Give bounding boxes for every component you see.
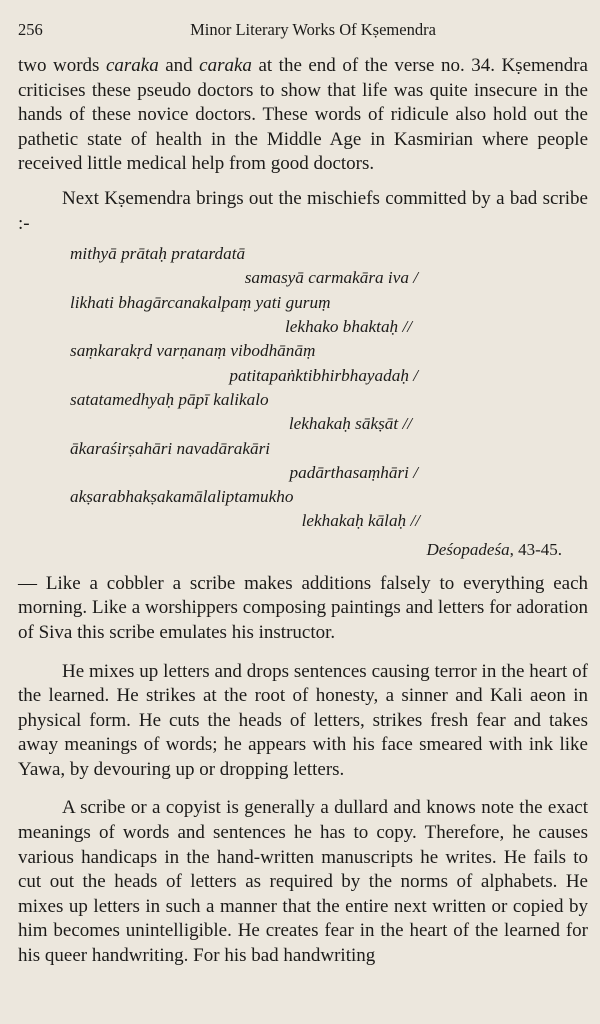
verse-line: patitapaṅktibhirbhayadaḥ / bbox=[229, 365, 418, 385]
page-header bbox=[18, 0, 588, 54]
verse-line: samasyā carmakāra iva / bbox=[244, 268, 418, 288]
opening-paragraph: two words caraka and caraka at the end of the verse no. 34. Kṣemendra criticises these pseudo doctors to show that life was quite insecure in the hands of these novice doctors. These words of ridicule also hold out the pathetic state of health in the Middle Age in Kasmirian where people received little medical help from good doctors. bbox=[18, 55, 588, 175]
verse-line: ākaraśirṣahāri navadārakāri bbox=[70, 438, 271, 458]
running-title: Minor Literary Works Of Kṣemendra bbox=[190, 20, 436, 39]
page-number: 256 bbox=[18, 20, 43, 39]
sanskrit-verse bbox=[18, 242, 588, 534]
verse-source bbox=[18, 540, 588, 560]
verse-line: lekhakaḥ sākṣāt // bbox=[288, 414, 412, 434]
verse-line: saṃkarakṛd varṇanaṃ vibodhānāṃ bbox=[70, 341, 316, 361]
verse-line: lekhako bhaktaḥ // bbox=[285, 317, 412, 337]
verse-line: padārthasaṃhāri / bbox=[289, 462, 418, 482]
intro-paragraph: Next Kṣemendra brings out the mischiefs committed by a bad scribe :- bbox=[18, 187, 588, 234]
body-paragraph: He mixes up letters and drops sentences causing terror in the heart of the learned. He strikes at the root of honesty, a sinner and Kali aeon in physical form. He cuts the heads of letters, strikes fresh fear and takes away meanings of words; he appears with his face smeared with ink like Yawa, by devouring up or dropping letters. bbox=[18, 660, 588, 780]
body-paragraph: A scribe or a copyist is generally a dullard and knows note the exact meanings of words and sentences he has to copy. Therefore, he causes various handicaps in the hand-written manuscripts he writes. He fails to cut out the heads of letters as required by the norms of alphabets. He mixes up letters in such a manner that the entire next written or copied by him becomes unintelligible. He creates fear in the heart of the learned for his queer handwriting. For his bad handwriting bbox=[18, 797, 588, 967]
verse-line: mithyā prātaḥ pratardatā bbox=[70, 244, 246, 264]
verse-line: akṣarabhakṣakamālaliptamukho bbox=[70, 487, 294, 507]
source-work: Deśopadeśa bbox=[426, 539, 510, 559]
source-verses: , 43-45. bbox=[509, 539, 562, 559]
translation-paragraph: — Like a cobbler a scribe makes additions falsely to everything each morning. Like a worshippers composing paintings and letters for adoration of Siva this scribe emulates his instructor. bbox=[18, 572, 588, 643]
verse-line: lekhakaḥ kālaḥ // bbox=[301, 511, 420, 531]
verse-line: satatamedhyaḥ pāpī kalikalo bbox=[70, 389, 269, 409]
verse-line: likhati bhagārcanakalpaṃ yati guruṃ bbox=[70, 292, 331, 312]
